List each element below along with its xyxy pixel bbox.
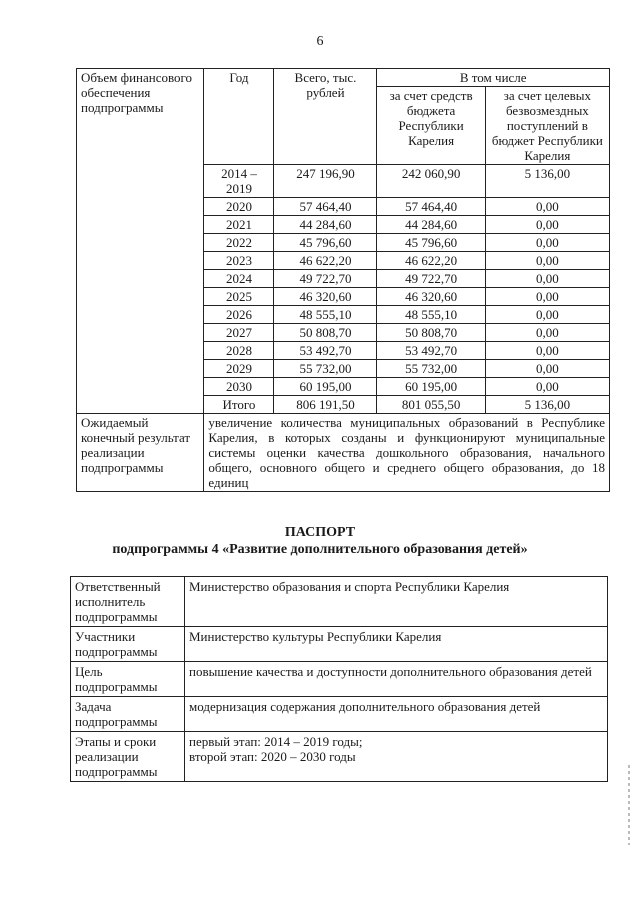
budget-cell: 48 555,10	[377, 306, 485, 324]
expected-result-text: увеличение количества муниципальных образований в Республике Карелия, в которых созданы и функционируют муниципальные системы оценки качества дошкольного образования, начального общего, основного общего и среднего общего образования, до 18 единиц	[204, 414, 610, 492]
year-cell: 2030	[204, 378, 274, 396]
total-cell: 57 464,40	[274, 198, 377, 216]
total-cell: 247 196,90	[274, 165, 377, 198]
year-cell: 2014 – 2019	[204, 165, 274, 198]
budget-cell: 46 622,20	[377, 252, 485, 270]
year-cell: 2028	[204, 342, 274, 360]
passport-label: Цель подпрограммы	[71, 662, 185, 697]
budget-cell: 45 796,60	[377, 234, 485, 252]
total-header: Всего, тыс. рублей	[274, 69, 377, 165]
page-number: 6	[316, 34, 324, 49]
passport-row	[71, 627, 608, 662]
passport-subtitle: подпрограммы 4 «Развитие дополнительного образования детей»	[112, 542, 528, 557]
total-cell: 50 808,70	[274, 324, 377, 342]
total-cell: 53 492,70	[274, 342, 377, 360]
budget-cell: 55 732,00	[377, 360, 485, 378]
year-cell: 2029	[204, 360, 274, 378]
passport-row	[71, 697, 608, 732]
total-cell: 49 722,70	[274, 270, 377, 288]
total-cell: 46 622,20	[274, 252, 377, 270]
total-cell: 806 191,50	[274, 396, 377, 414]
passport-value	[185, 732, 608, 782]
passport-table	[70, 576, 608, 782]
expected-result-row	[77, 414, 610, 492]
passport-value: Министерство образования и спорта Республики Карелия	[185, 577, 608, 627]
target-cell: 0,00	[485, 306, 609, 324]
total-cell: 44 284,60	[274, 216, 377, 234]
budget-cell: 801 055,50	[377, 396, 485, 414]
target-cell: 5 136,00	[485, 165, 609, 198]
including-header: В том числе	[377, 69, 610, 87]
passport-label: Задача подпрограммы	[71, 697, 185, 732]
passport-heading	[0, 524, 640, 558]
total-cell: 46 320,60	[274, 288, 377, 306]
table-header-row	[77, 69, 610, 87]
total-cell: 60 195,00	[274, 378, 377, 396]
target-cell: 0,00	[485, 288, 609, 306]
budget-cell: 60 195,00	[377, 378, 485, 396]
passport-label: Участники подпрограммы	[71, 627, 185, 662]
expected-result-label: Ожидаемый конечный результат реализации подпрограммы	[77, 414, 204, 492]
total-cell: 55 732,00	[274, 360, 377, 378]
stage-one: первый этап: 2014 – 2019 годы;	[189, 734, 363, 749]
budget-header: за счет средств бюджета Республики Карелия	[377, 87, 485, 165]
year-cell: 2025	[204, 288, 274, 306]
passport-value: повышение качества и доступности дополнительного образования детей	[185, 662, 608, 697]
target-cell: 0,00	[485, 324, 609, 342]
passport-row	[71, 577, 608, 627]
budget-cell: 49 722,70	[377, 270, 485, 288]
scan-artifact	[628, 765, 630, 845]
passport-value: модернизация содержания дополнительного образования детей	[185, 697, 608, 732]
budget-cell: 50 808,70	[377, 324, 485, 342]
passport-label: Ответственный исполнитель подпрограммы	[71, 577, 185, 627]
year-cell: 2020	[204, 198, 274, 216]
year-cell: 2026	[204, 306, 274, 324]
year-cell: 2024	[204, 270, 274, 288]
year-cell: 2021	[204, 216, 274, 234]
target-cell: 0,00	[485, 270, 609, 288]
passport-label: Этапы и сроки реализации подпрограммы	[71, 732, 185, 782]
budget-cell: 44 284,60	[377, 216, 485, 234]
target-cell: 0,00	[485, 198, 609, 216]
budget-cell: 57 464,40	[377, 198, 485, 216]
target-header: за счет целевых безвозмездных поступлений в бюджет Республики Карелия	[485, 87, 609, 165]
target-cell: 0,00	[485, 342, 609, 360]
total-cell: 48 555,10	[274, 306, 377, 324]
year-cell: Итого	[204, 396, 274, 414]
year-header: Год	[204, 69, 274, 165]
target-cell: 0,00	[485, 378, 609, 396]
passport-value: Министерство культуры Республики Карелия	[185, 627, 608, 662]
financing-table	[76, 68, 610, 492]
passport-row	[71, 662, 608, 697]
year-cell: 2027	[204, 324, 274, 342]
financing-label: Объем финансового обеспечения подпрограммы	[77, 69, 204, 414]
stage-two: второй этап: 2020 – 2030 годы	[189, 749, 356, 764]
budget-cell: 53 492,70	[377, 342, 485, 360]
passport-row	[71, 732, 608, 782]
target-cell: 5 136,00	[485, 396, 609, 414]
year-cell: 2022	[204, 234, 274, 252]
passport-title: ПАСПОРТ	[284, 525, 356, 540]
budget-cell: 242 060,90	[377, 165, 485, 198]
total-cell: 45 796,60	[274, 234, 377, 252]
target-cell: 0,00	[485, 360, 609, 378]
target-cell: 0,00	[485, 216, 609, 234]
year-cell: 2023	[204, 252, 274, 270]
budget-cell: 46 320,60	[377, 288, 485, 306]
target-cell: 0,00	[485, 252, 609, 270]
target-cell: 0,00	[485, 234, 609, 252]
